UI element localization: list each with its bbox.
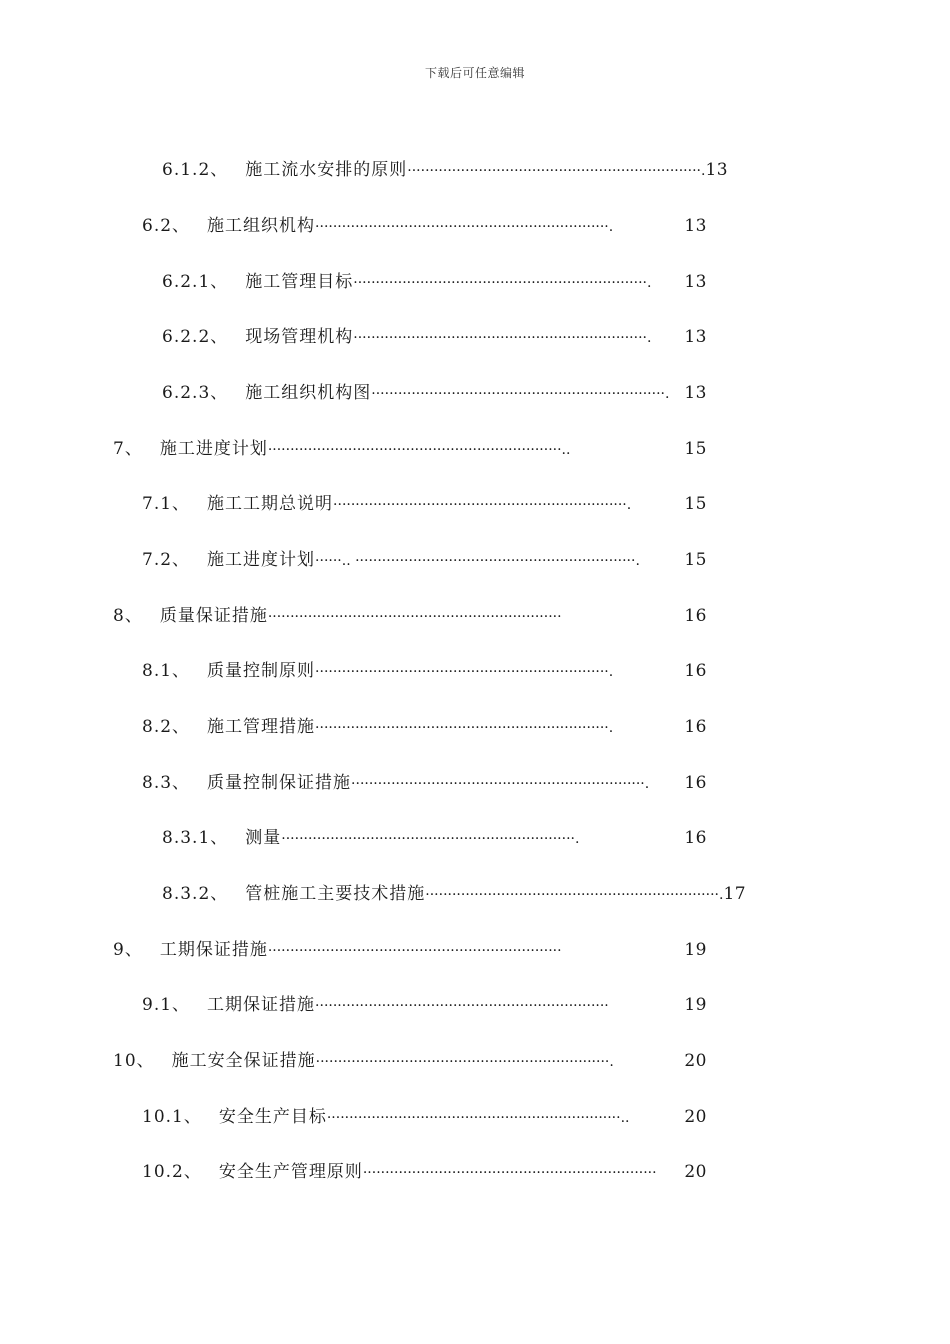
- toc-entry-number: 6.2: [142, 216, 173, 236]
- toc-dot-leader: ··································································: [267, 609, 562, 625]
- toc-dot-leader: ··································································: [315, 998, 609, 1014]
- toc-entry-number: 6.2.1: [162, 272, 211, 292]
- toc-entry-number: 6.2.2: [162, 327, 211, 347]
- toc-entry-page: 15: [684, 494, 707, 514]
- toc-entry[interactable]: [142, 771, 707, 795]
- toc-entry[interactable]: [113, 938, 707, 962]
- toc-entry[interactable]: [162, 158, 729, 182]
- toc-entry-title: 施工流水安排的原则: [245, 160, 408, 180]
- toc-dot-leader: ··································································.: [315, 219, 614, 235]
- toc-entry-page: 19: [684, 940, 707, 960]
- toc-entry[interactable]: [162, 270, 707, 294]
- toc-entry-title: 测量: [245, 828, 282, 848]
- toc-entry[interactable]: [162, 381, 707, 405]
- toc-entry-title: 施工组织机构: [207, 216, 316, 236]
- toc-dot-leader: ··································································.: [371, 386, 670, 402]
- toc-entry-title: 安全生产管理原则: [218, 1162, 363, 1182]
- toc-entry-separator: 、: [210, 884, 228, 904]
- toc-entry[interactable]: [142, 1105, 707, 1129]
- toc-entry-page: 13: [684, 327, 707, 347]
- toc-entry[interactable]: [142, 659, 707, 683]
- toc-dot-leader: ··································································..: [267, 442, 571, 458]
- toc-entry-title: 现场管理机构: [245, 327, 354, 347]
- toc-entry[interactable]: [142, 548, 707, 572]
- toc-entry-title: 工期保证措施: [207, 995, 316, 1015]
- toc-entry-number: 8.3.1: [162, 828, 211, 848]
- toc-entry-page: 15: [684, 439, 707, 459]
- toc-entry-title: 管桩施工主要技术措施: [245, 884, 426, 904]
- toc-entry-number: 8.1: [142, 661, 173, 681]
- toc-entry-number: 7.1: [142, 494, 173, 514]
- toc-entry-separator: 、: [124, 940, 142, 960]
- toc-entry-page: 20: [684, 1162, 707, 1182]
- toc-entry-page: 16: [684, 828, 707, 848]
- toc-entry[interactable]: [162, 882, 747, 906]
- toc-entry-number: 10.1: [142, 1107, 184, 1127]
- toc-entry-title: 质量控制保证措施: [207, 773, 352, 793]
- toc-dot-leader: ··································································: [362, 1165, 657, 1181]
- toc-entry-title: 施工进度计划: [159, 439, 268, 459]
- toc-entry[interactable]: [162, 325, 707, 349]
- toc-entry-page: 20: [684, 1051, 707, 1071]
- toc-dot-leader: ··································································.: [353, 275, 652, 291]
- toc-entry-number: 8: [113, 606, 125, 626]
- toc-entry[interactable]: [142, 993, 707, 1017]
- toc-entry-separator: 、: [172, 773, 190, 793]
- toc-dot-leader: ··································································.: [333, 497, 632, 513]
- toc-entry-separator: 、: [210, 828, 228, 848]
- toc-entry-separator: 、: [210, 272, 228, 292]
- toc-entry-separator: 、: [124, 606, 142, 626]
- toc-entry[interactable]: [113, 604, 707, 628]
- toc-entry-separator: 、: [172, 550, 190, 570]
- toc-entry-page: 13: [684, 383, 707, 403]
- toc-entry-page: 15: [684, 550, 707, 570]
- toc-entry-number: 10.2: [142, 1162, 184, 1182]
- toc-entry-page: 16: [684, 661, 707, 681]
- toc-entry-separator: 、: [183, 1162, 201, 1182]
- toc-entry[interactable]: [142, 715, 707, 739]
- toc-entry-separator: 、: [124, 439, 142, 459]
- toc-entry[interactable]: [142, 1160, 707, 1184]
- toc-entry-title: 质量保证措施: [159, 606, 268, 626]
- toc-entry-separator: 、: [183, 1107, 201, 1127]
- toc-dot-leader: ··································································..: [326, 1110, 630, 1126]
- toc-entry-number: 6.1.2: [162, 160, 211, 180]
- toc-entry-number: 10: [113, 1051, 137, 1071]
- toc-entry-page: 16: [684, 773, 707, 793]
- toc-entry-title: 施工管理目标: [245, 272, 354, 292]
- toc-entry-page: 13: [684, 216, 707, 236]
- toc-entry-number: 8.2: [142, 717, 173, 737]
- toc-entry-separator: 、: [172, 995, 190, 1015]
- toc-entry-separator: 、: [210, 327, 228, 347]
- toc-entry-separator: 、: [172, 494, 190, 514]
- toc-entry-separator: 、: [136, 1051, 154, 1071]
- toc-dot-leader: ··································································.: [315, 1054, 614, 1070]
- toc-entry-title: 施工工期总说明: [207, 494, 334, 514]
- toc-entry-title: 施工组织机构图: [245, 383, 372, 403]
- toc-entry-number: 6.2.3: [162, 383, 211, 403]
- toc-entry-number: 7.2: [142, 550, 173, 570]
- toc-entry-title: 施工管理措施: [207, 717, 316, 737]
- toc-entry-separator: 、: [172, 216, 190, 236]
- toc-entry-number: 9.1: [142, 995, 173, 1015]
- toc-dot-leader: ··································································.: [281, 831, 580, 847]
- toc-entry[interactable]: [162, 826, 707, 850]
- toc-entry-title: 安全生产目标: [218, 1107, 327, 1127]
- toc-entry-page: 20: [684, 1107, 707, 1127]
- toc-entry-number: 8.3: [142, 773, 173, 793]
- toc-entry[interactable]: [142, 492, 707, 516]
- toc-entry-page: 19: [684, 995, 707, 1015]
- toc-dot-leader: ··································································.: [315, 664, 614, 680]
- toc-entry-number: 7: [113, 439, 125, 459]
- toc-dot-leader: ··································································.: [351, 776, 650, 792]
- toc-entry-title: 质量控制原则: [207, 661, 316, 681]
- toc-entry-separator: 、: [210, 383, 228, 403]
- toc-dot-leader: ··································································.: [425, 887, 724, 903]
- toc-entry-separator: 、: [172, 661, 190, 681]
- toc-entry-page: 13: [684, 272, 707, 292]
- toc-dot-leader: ··································································.: [353, 330, 652, 346]
- toc-entry-separator: 、: [172, 717, 190, 737]
- toc-dot-leader: ··································································.: [315, 720, 614, 736]
- toc-entry[interactable]: [113, 437, 707, 461]
- toc-entry-page: 16: [684, 717, 707, 737]
- toc-entry-separator: 、: [210, 160, 228, 180]
- toc-entry[interactable]: [142, 214, 707, 238]
- toc-dot-leader: ··································································.: [407, 163, 706, 179]
- page-header: 下载后可任意编辑: [424, 66, 525, 80]
- toc-entry-title: 施工安全保证措施: [171, 1051, 316, 1071]
- toc-entry-title: 工期保证措施: [159, 940, 268, 960]
- toc-entry-page: 13: [705, 160, 729, 180]
- toc-entry-page: 17: [723, 884, 747, 904]
- toc-entry[interactable]: [113, 1049, 707, 1073]
- toc-entry-number: 8.3.2: [162, 884, 211, 904]
- toc-entry-number: 9: [113, 940, 125, 960]
- toc-dot-leader: ······.. ·······························································.: [315, 553, 640, 569]
- toc-entry-title: 施工进度计划: [207, 550, 316, 570]
- toc-entry-page: 16: [684, 606, 707, 626]
- toc-dot-leader: ··································································: [267, 943, 562, 959]
